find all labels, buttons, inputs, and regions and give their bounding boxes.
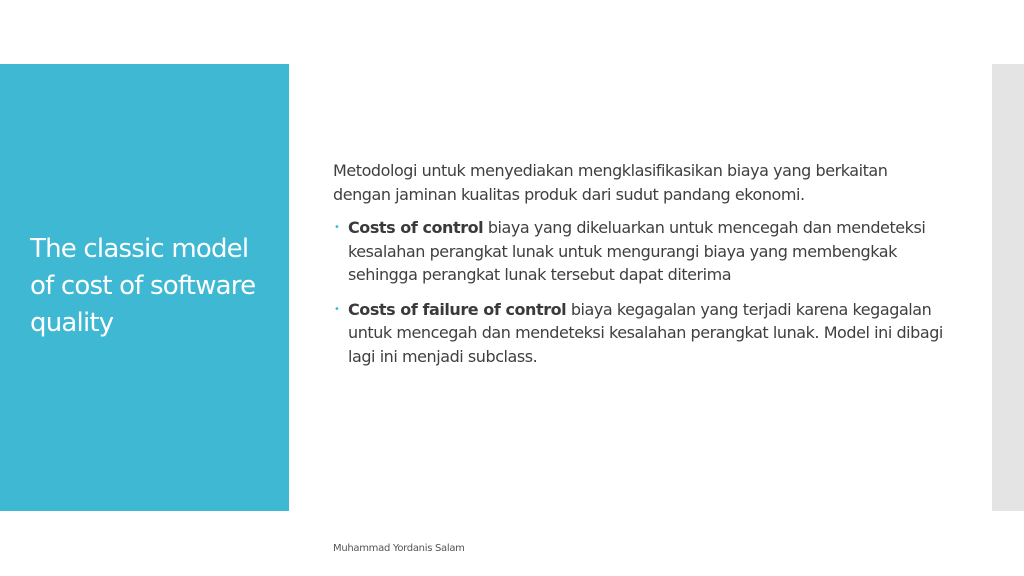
slide-title: The classic model of cost of software quality — [30, 234, 256, 338]
bullet-text: biaya yang dikeluarkan untuk mencegah dan mendeteksi kesalahan perangkat lunak untuk mengurangi biaya yang membengkak sehingga perangkat lunak tersebut dapat diterima — [348, 218, 926, 284]
bullet-icon: • — [334, 303, 340, 315]
bullet-text: biaya kegagalan yang terjadi karena kegagalan untuk mencegah dan mendeteksi kesalahan perangkat lunak. Model ini dibagi lagi ini menjadi subclass. — [348, 299, 943, 366]
bullet-term: Costs of control — [348, 218, 484, 237]
bullet-item-costs-of-failure-of-control — [333, 298, 943, 369]
bullet-list — [333, 216, 943, 368]
bullet-icon: • — [334, 222, 340, 233]
intro-paragraph: Metodologi untuk menyediakan mengklasifikasikan biaya yang berkaitan dengan jaminan kualitas produk dari sudut pandang ekonomi. — [333, 161, 888, 204]
right-side-bar — [992, 64, 1024, 511]
bullet-term: Costs of failure of control — [348, 299, 567, 319]
footer-author: Muhammad Yordanis Salam — [333, 543, 465, 554]
bullet-item-costs-of-control — [333, 216, 943, 287]
slide-content — [333, 159, 943, 379]
